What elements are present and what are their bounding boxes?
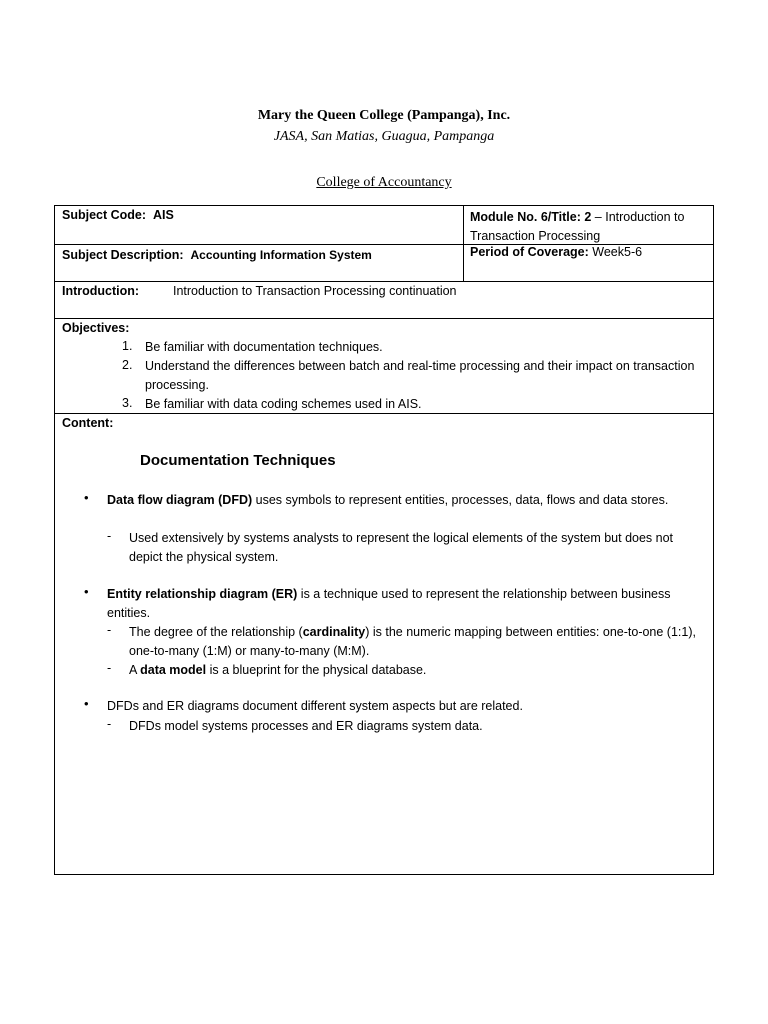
period-label: Period of Coverage:	[470, 245, 589, 259]
introduction-label: Introduction:	[62, 284, 140, 298]
content-heading: Documentation Techniques	[140, 452, 336, 469]
period-value: Week5-6	[592, 245, 643, 259]
bullet-icon: •	[84, 490, 89, 505]
introduction-value: Introduction to Transaction Processing continuation	[173, 284, 457, 298]
objective-item: Understand the differences between batch and real-time processing and their impact on transaction processing.	[145, 359, 695, 392]
objective-number: 3.	[122, 396, 133, 410]
bullet-related: DFDs and ER diagrams document different system aspects but are related.	[107, 699, 523, 713]
introduction-cell	[54, 281, 714, 319]
dash-icon: -	[107, 623, 112, 637]
objective-item: Be familiar with data coding schemes used in AIS.	[145, 397, 422, 411]
module-label: Module No. 6/Title: 2	[470, 210, 592, 224]
period-cell	[463, 244, 714, 282]
college-name-text: College of Accountancy	[316, 175, 452, 190]
subject-description-label: Subject Description:	[62, 248, 184, 262]
dfd-subpoint: Used extensively by systems analysts to represent the logical elements of the system but does not depict the physical system.	[129, 531, 674, 564]
bullet-icon: •	[84, 696, 89, 711]
subject-code-value: AIS	[153, 208, 174, 222]
related-subpoint: DFDs model systems processes and ER diagrams system data.	[129, 719, 483, 733]
subject-description-value: Accounting Information System	[190, 248, 372, 262]
subject-description-cell	[54, 244, 464, 282]
bullet-er	[107, 585, 707, 623]
bullet-dfd	[107, 491, 707, 510]
data-model-term: data model	[140, 663, 207, 677]
cardinality-text-a: The degree of the relationship (	[129, 625, 303, 639]
cardinality-subpoint	[129, 623, 709, 661]
school-name: Mary the Queen College (Pampanga), Inc.	[257, 108, 511, 123]
er-definition: is a technique used to represent the relationship between business entities.	[107, 587, 671, 620]
dash-icon: -	[107, 661, 112, 675]
objective-number: 1.	[122, 339, 133, 353]
school-address: JASA, San Matias, Guagua, Pampanga	[273, 129, 495, 144]
cardinality-term: cardinality	[302, 625, 366, 639]
dash-icon: -	[107, 529, 112, 543]
bullet-icon: •	[84, 584, 89, 599]
data-model-subpoint	[129, 661, 709, 680]
dash-icon: -	[107, 717, 112, 731]
data-model-text-b: is a blueprint for the physical database.	[206, 663, 427, 677]
cardinality-text-b: ) is the numeric mapping between entities: one-to-one (1:1), one-to-many (1:M) or many-to-many (M:M).	[129, 625, 696, 658]
objective-number: 2.	[122, 358, 133, 372]
er-term: Entity relationship diagram (ER)	[107, 587, 298, 601]
content-label: Content:	[62, 416, 114, 430]
dfd-term: Data flow diagram (DFD)	[107, 493, 253, 507]
subject-code-cell	[54, 205, 464, 245]
subject-code-label: Subject Code:	[62, 208, 147, 222]
module-value: – Introduction to Transaction Processing	[470, 210, 685, 243]
dfd-definition: uses symbols to represent entities, processes, data, flows and data stores.	[252, 493, 669, 507]
objective-item: Be familiar with documentation techniques.	[145, 340, 383, 354]
data-model-text-a: A	[129, 663, 141, 677]
module-cell	[463, 205, 714, 245]
objectives-label: Objectives:	[62, 321, 130, 335]
college-name	[0, 175, 768, 191]
